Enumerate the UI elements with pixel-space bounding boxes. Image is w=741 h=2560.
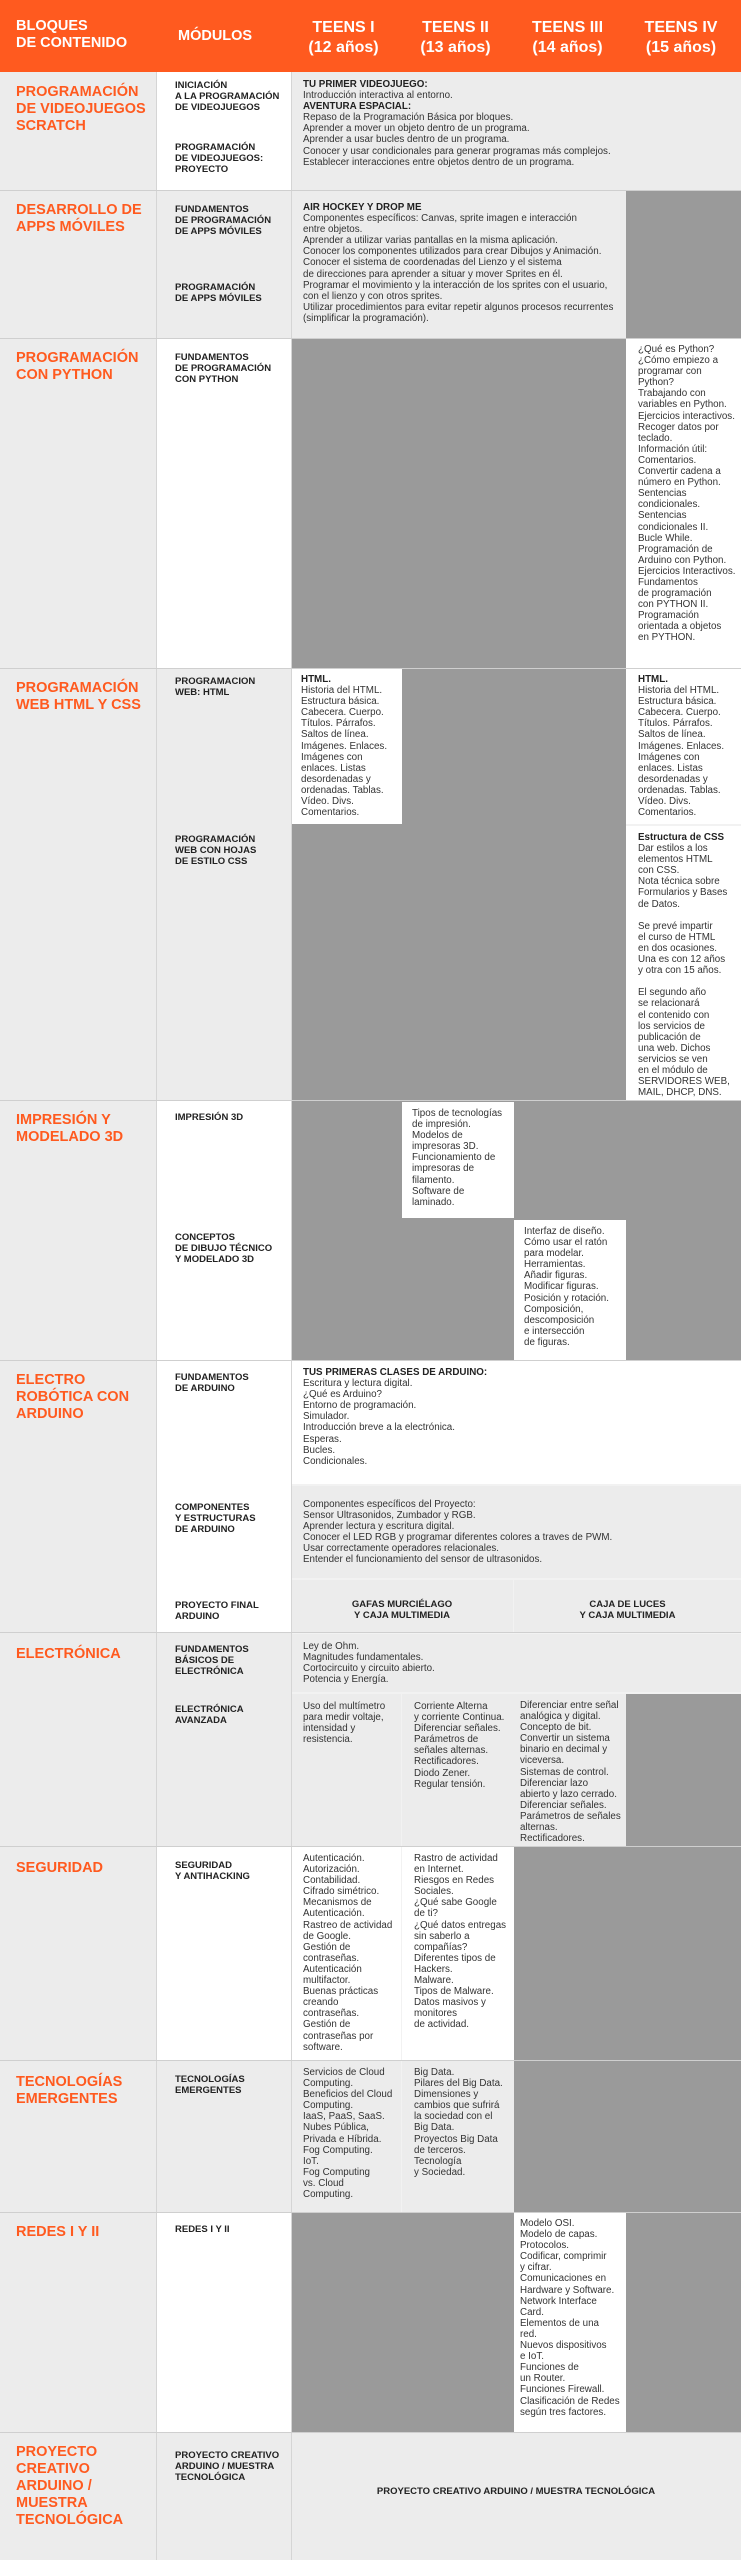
html-teens1-content	[291, 668, 402, 824]
module-web-css: PROGRAMACIÓN WEB CON HOJAS DE ESTILO CSS	[175, 834, 257, 867]
electronica-t3-text: Diferenciar entre señal analógica y digital. Concepto de bit. Convertir un sistema binario en decimal y viceversa. Sistemas de control. Diferenciar lazo abierto y lazo cerrado. Diferenciar señales. Parámetros de señales alternas. Rectificadores.	[520, 1700, 621, 1845]
block-web-title: PROGRAMACIÓN WEB HTML Y CSS	[16, 680, 141, 713]
scratch-text-2: Repaso de la Programación Básica por bloques. Aprender a mover un objeto dentro de un programa. Aprender a usar bucles dentro de un programa. Conocer y usar condicionales para generar programas más complejos. Establecer interacciones entre objetos dentro de un programa.	[303, 112, 611, 168]
divider	[0, 2432, 741, 2433]
css-text: Dar estilos a los elementos HTML con CSS. Nota técnica sobre Formularios y Bases de Datos. Se prevé impartir el curso de HTML en dos ocasiones. Una es con 12 años y otra con 15 años. El segundo año se relacionará el contenido con los servicios de publicación de una web. Dichos servicios se ven en el módulo de SERVIDORES WEB, MAIL, DHCP, DNS.	[638, 843, 730, 1099]
electronica-t3-content	[514, 1694, 626, 1846]
redes-t3-content	[514, 2212, 626, 2432]
divider	[0, 1846, 741, 1847]
module-tecnologias: TECNOLOGÍAS EMERGENTES	[175, 2074, 245, 2096]
divider	[0, 2060, 741, 2061]
apps-content	[291, 190, 626, 338]
proyecto-content	[291, 2432, 741, 2560]
table-header	[0, 0, 741, 72]
header-teens-2: TEENS II (13 años)	[420, 19, 491, 56]
block-apps-title: DESARROLLO DE APPS MÓVILES	[16, 202, 142, 235]
proyecto-span-text: PROYECTO CREATIVO ARDUINO / MUESTRA TECNOLÓGICA	[376, 2486, 656, 2497]
arduino-componentes-content	[291, 1486, 741, 1578]
html-teens4-content	[626, 668, 741, 824]
seguridad-t1-content	[291, 1846, 401, 2060]
tecno-t1-content	[291, 2060, 401, 2212]
html-text: Historia del HTML. Estructura básica. Cabecera. Cuerpo. Títulos. Párrafos. Saltos de línea. Imágenes. Enlaces. Imágenes con enlaces. Listas desordenadas y ordenadas. Tablas. Vídeo. Divs. Comentarios.	[301, 685, 388, 819]
block-tecno-title: TECNOLOGÍAS EMERGENTES	[16, 2074, 123, 2107]
apps-text: Componentes específicos: Canvas, sprite imagen e interacción entre objetos. Aprender a utilizar varias pantallas en la misma aplicación. Conocer los componentes utilizados para crear Dibujos y Animación. Conocer el sistema de coordenadas del Lienzo y el sistema de direcciones para aprender a situar y mover Sprites en él. Programar el movimiento y la interacción de los sprites con el usuario, con el lienzo y con otros sprites. Utilizar procedimientos para evitar repetir algunos procesos recurrentes (simplificar la programación).	[303, 213, 614, 324]
header-teens-1: TEENS I (12 años)	[308, 19, 379, 56]
electronica-t1-text: Uso del multímetro para medir voltaje, intensidad y resistencia.	[303, 1701, 386, 1746]
css-title: Estructura de CSS	[638, 832, 725, 843]
electronica-t2-content	[402, 1694, 514, 1846]
modelado-text: Interfaz de diseño. Cómo usar el ratón para modelar. Herramientas. Añadir figuras. Modificar figuras. Posición y rotación. Composición, descomposición e intersección de figuras.	[524, 1226, 609, 1348]
module-cell	[156, 668, 291, 1100]
module-cell	[156, 338, 291, 668]
arduino-title: TUS PRIMERAS CLASES DE ARDUINO:	[303, 1367, 488, 1378]
componentes-text: Componentes específicos del Proyecto: Sensor Ultrasonidos, Zumbador y RGB. Aprender lectura y escritura digital. Conocer el LED RGB y programar diferentes colores a traves de PWM. Usar correctamente operadores relacionales. Entender el funcionamiento del sensor de ultrasonidos.	[303, 1499, 613, 1566]
redes-t3-text: Modelo OSI. Modelo de capas. Protocolos. Codificar, comprimir y cifrar. Comunicaciones en Hardware y Software. Network Interface Card. Elementos de una red. Nuevos dispositivos e IoT. Funciones de un Router. Funciones Firewall. Clasificación de Redes según tres factores.	[520, 2218, 620, 2418]
empty-cell	[514, 2060, 741, 2212]
scratch-text-1: Introducción interactiva al entorno.	[303, 90, 453, 102]
arduino-fundamentos-content	[291, 1360, 741, 1484]
block-scratch-title: PROGRAMACIÓN DE VIDEOJUEGOS SCRATCH	[16, 84, 146, 134]
module-electronica-avanzada: ELECTRÓNICA AVANZADA	[175, 1704, 244, 1726]
module-seguridad: SEGURIDAD Y ANTIHACKING	[175, 1860, 250, 1882]
scratch-title-2: AVENTURA ESPACIAL:	[303, 101, 412, 113]
python-teens4-content	[626, 338, 741, 668]
electronica-t2-text: Corriente Alterna y corriente Continua. Diferenciar señales. Parámetros de señales alternas. Rectificadores. Diodo Zener. Regular tensión.	[414, 1701, 505, 1790]
apps-title: AIR HOCKEY Y DROP ME	[303, 202, 422, 213]
html-title: HTML.	[301, 674, 331, 685]
header-modulos: MÓDULOS	[178, 28, 253, 44]
seguridad-t2-text: Rastro de actividad en Internet. Riesgos en Redes Sociales. ¿Qué sabe Google de ti? ¿Qué datos entregas sin saberlo a compañías? Diferentes tipos de Hackers. Malware. Tipos de Malware. Datos masivos y monitores de actividad.	[414, 1853, 507, 2031]
arduino-text: Escritura y lectura digital. ¿Qué es Arduino? Entorno de programación. Simulador. Introducción breve a la electrónica. Esperas. Bucles. Condicionales.	[303, 1378, 455, 1467]
module-impresion-3d: IMPRESIÓN 3D	[175, 1112, 244, 1123]
divider	[0, 1100, 741, 1101]
block-redes-title: REDES I Y II	[16, 2224, 100, 2240]
module-programacion-apps: PROGRAMACIÓN DE APPS MÓVILES	[175, 282, 262, 304]
header-teens-3: TEENS III (14 años)	[531, 19, 604, 56]
proyecto-caja-luces: CAJA DE LUCES Y CAJA MULTIMEDIA	[579, 1599, 676, 1621]
python-text: ¿Qué es Python? ¿Cómo empiezo a programar con Python? Trabajando con variables en Python. Ejercicios interactivos. Recoger datos por teclado. Información útil: Comentarios. Convertir cadena a número en Python. Sentencias condicionales. Sentencias condicionales II. Bucle While. Programación de Arduino con Python. Ejercicios Interactivos. Fundamentos de programación con PYTHON II. Programación orientada a objetos en PYTHON.	[638, 344, 736, 644]
module-componentes-arduino: COMPONENTES Y ESTRUCTURAS DE ARDUINO	[175, 1502, 256, 1535]
css-teens4-content	[626, 826, 741, 1100]
scratch-content	[291, 72, 741, 190]
module-redes: REDES I Y II	[175, 2224, 230, 2235]
block-electronica-title: ELECTRÓNICA	[16, 1646, 121, 1662]
tecno-t2-text: Big Data. Pilares del Big Data. Dimensiones y cambios que sufrirá la sociedad con el Big Data. Proyectos Big Data de terceros. Tecnología y Sociedad.	[414, 2067, 503, 2178]
proyecto-final-left	[291, 1580, 513, 1632]
tecno-t1-text: Servicios de Cloud Computing. Beneficios del Cloud Computing. IaaS, PaaS, SaaS. Nubes Pública, Privada e Híbrida. Fog Computing. IoT. Fog Computing vs. Cloud Computing.	[303, 2067, 393, 2201]
proyecto-gafas: GAFAS MURCIÉLAGO Y CAJA MULTIMEDIA	[351, 1599, 453, 1621]
module-proyecto-final: PROYECTO FINAL ARDUINO	[175, 1600, 259, 1622]
divider	[0, 2212, 741, 2213]
header-teens-4: TEENS IV (15 años)	[644, 19, 718, 56]
block-cell	[0, 338, 156, 668]
module-electronica-basica: FUNDAMENTOS BÁSICOS DE ELECTRÓNICA	[175, 1644, 249, 1677]
empty-cell	[514, 1846, 741, 2060]
seguridad-t2-content	[402, 1846, 514, 2060]
module-dibujo-tecnico: CONCEPTOS DE DIBUJO TÉCNICO Y MODELADO 3D	[175, 1232, 273, 1265]
module-proyecto-creativo: PROYECTO CREATIVO ARDUINO / MUESTRA TECNOLÓGICA	[175, 2450, 280, 2483]
block-python-title: PROGRAMACIÓN CON PYTHON	[16, 350, 139, 383]
module-fundamentos-python: FUNDAMENTOS DE PROGRAMACIÓN CON PYTHON	[175, 352, 272, 385]
block-cell	[0, 1846, 156, 2060]
divider	[156, 72, 157, 2560]
module-iniciacion: INICIACIÓN A LA PROGRAMACIÓN DE VIDEOJUEGOS	[175, 80, 280, 113]
html-title: HTML.	[638, 674, 668, 685]
block-impresion-title: IMPRESIÓN Y MODELADO 3D	[16, 1112, 124, 1145]
module-fundamentos-arduino: FUNDAMENTOS DE ARDUINO	[175, 1372, 249, 1394]
divider	[0, 1360, 741, 1361]
empty-cell	[626, 1694, 741, 1846]
module-proyecto-videojuegos: PROGRAMACIÓN DE VIDEOJUEGOS: PROYECTO	[175, 142, 264, 175]
block-electro-title: ELECTRO ROBÓTICA CON ARDUINO	[16, 1372, 130, 1422]
impresion-text: Tipos de tecnologías de impresión. Modelos de impresoras 3D. Funcionamiento de impresoras de filamento. Software de laminado.	[412, 1108, 503, 1208]
module-web-html: PROGRAMACION WEB: HTML	[175, 676, 256, 698]
module-cell	[156, 2212, 291, 2432]
impresion-teens2-content	[402, 1102, 514, 1218]
modelado-teens3-content	[514, 1220, 626, 1360]
divider	[0, 338, 741, 339]
html-text: Historia del HTML. Estructura básica. Cabecera. Cuerpo. Títulos. Párrafos. Saltos de línea. Imágenes. Enlaces. Imágenes con enlaces. Listas desordenadas y ordenadas. Tablas. Vídeo. Divs. Comentarios.	[638, 685, 725, 819]
divider	[291, 72, 292, 2560]
divider	[0, 1632, 741, 1633]
block-cell	[0, 2212, 156, 2432]
empty-cell	[626, 190, 741, 338]
block-cell	[0, 668, 156, 1100]
header-bloques: BLOQUES DE CONTENIDO	[16, 18, 128, 51]
scratch-title-1: TU PRIMER VIDEOJUEGO:	[303, 79, 428, 90]
divider	[0, 668, 741, 669]
electronica-t1-content	[291, 1694, 401, 1846]
module-fundamentos-apps: FUNDAMENTOS DE PROGRAMACIÓN DE APPS MÓVILES	[175, 204, 272, 237]
block-seguridad-title: SEGURIDAD	[16, 1860, 104, 1876]
empty-cell	[291, 338, 626, 668]
block-cell	[0, 1632, 156, 1846]
block-proyecto-title: PROYECTO CREATIVO ARDUINO / MUESTRA TECNOLÓGICA	[16, 2444, 124, 2528]
electronica-basica-content	[291, 1634, 741, 1692]
tecno-t2-content	[402, 2060, 514, 2212]
seguridad-t1-text: Autenticación. Autorización. Contabilidad. Cifrado simétrico. Mecanismos de Autenticación. Rastreo de actividad de Google. Gestión de contraseñas. Autenticación multifactor. Buenas prácticas creando contraseñas. Gestión de contraseñas por software.	[303, 1853, 393, 2053]
proyecto-final-right	[514, 1580, 741, 1632]
divider	[0, 190, 741, 191]
electronica-basica-text: Ley de Ohm. Magnitudes fundamentales. Cortocircuito y circuito abierto. Potencia y Energía.	[303, 1641, 435, 1686]
